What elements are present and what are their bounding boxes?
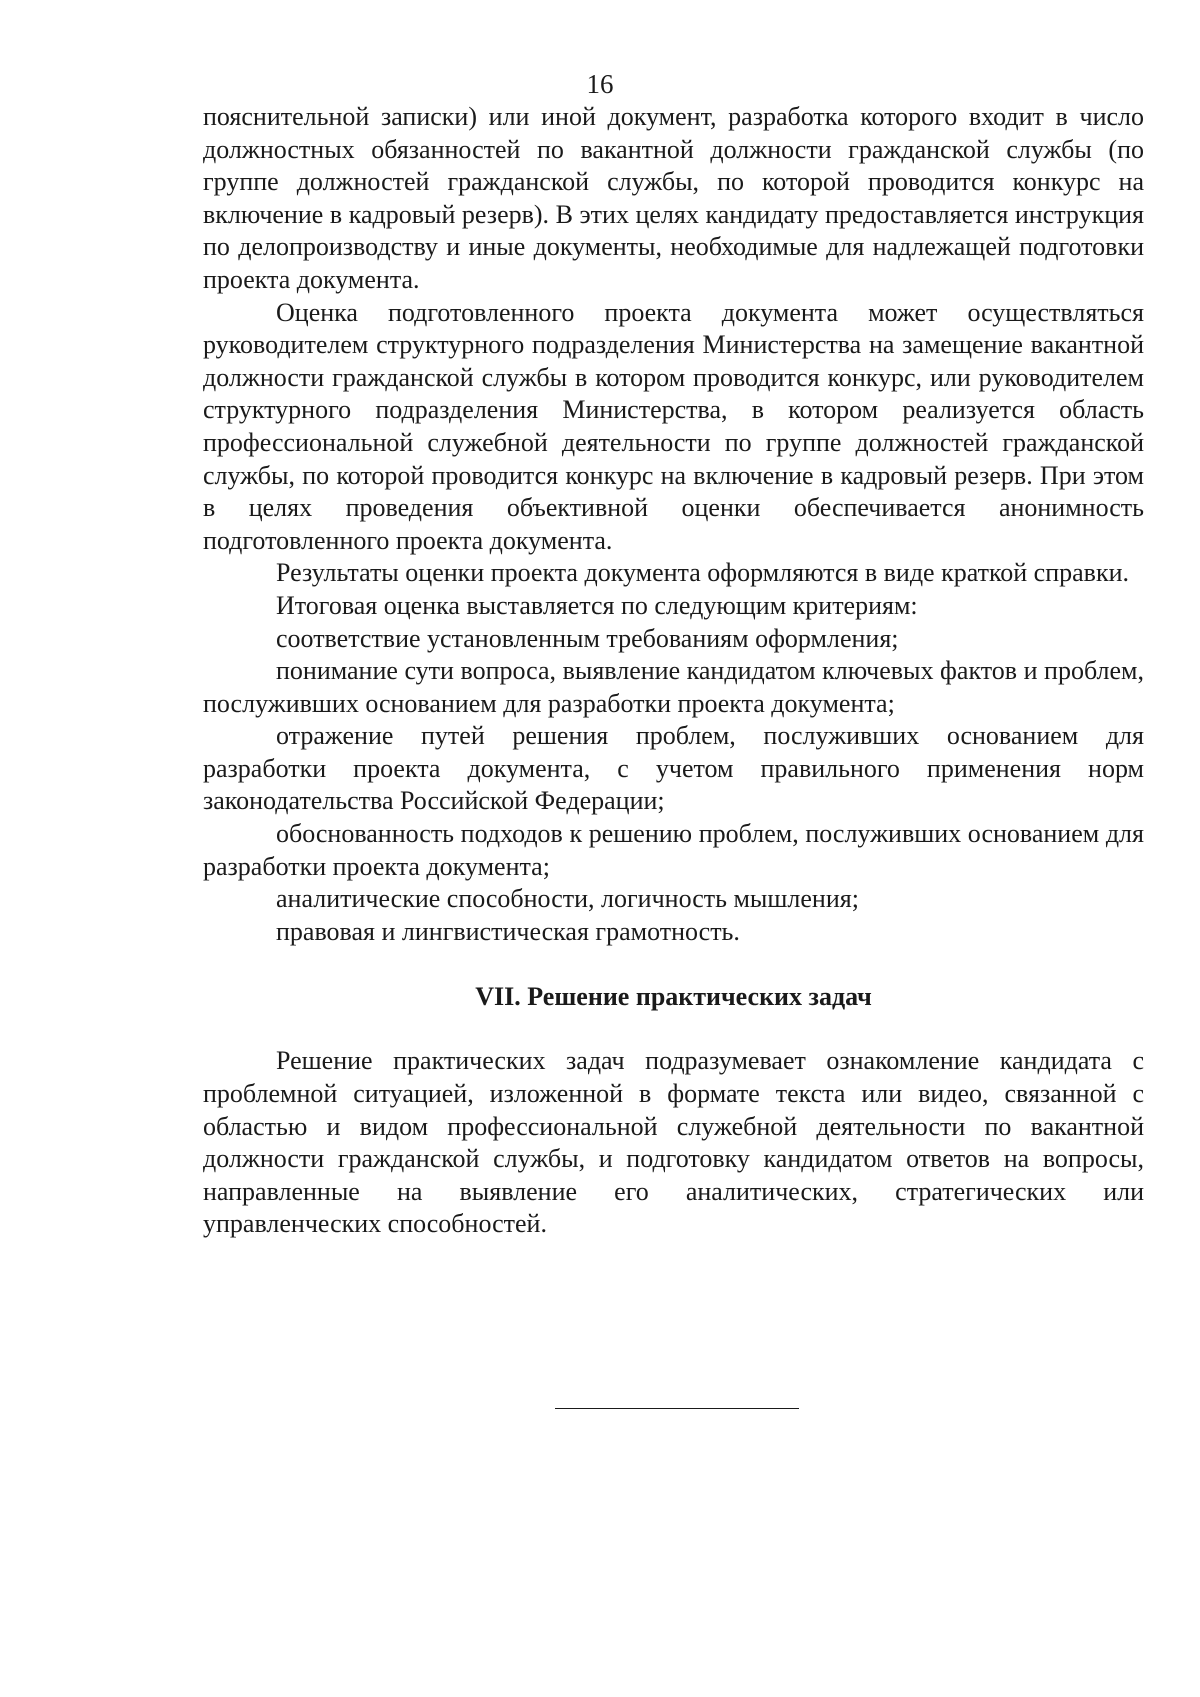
paragraph: пояснительной записки) или иной документ, разработка которого входит в число должностных обязанностей по вакантной должности гражданской службы (по группе должностей гражданской службы, по которой проводится конкурс на включение в кадровый резерв). В этих целях кандидату предоставляется инструкция по делопроизводству и иные документы, необходимые для надлежащей подготовки проекта документа. xyxy=(203,102,1144,294)
criterion-item: обоснованность подходов к решению проблем, послуживших основанием для разработки проекта документа; xyxy=(203,819,1144,881)
section-paragraph: Решение практических задач подразумевает ознакомление кандидата с проблемной ситуацией, изложенной в формате текста или видео, связанной с областью и видом профессиональной служебной деятельности по вакантной должности гражданской службы, и подготовку кандидатом ответов на вопросы, направленные на выявление его аналитических, стратегических или управленческих способностей. xyxy=(203,1046,1144,1239)
paragraph: Оценка подготовленного проекта документа может осуществляться руководителем структурного подразделения Министерства на замещение вакантной должности гражданской службы в котором проводится конкурс, или руководителем структурного подразделения Министерства, в котором реализуется область профессиональной служебной деятельности по группе должностей гражданской службы, по которой проводится конкурс на включение в кадровый резерв. При этом в целях проведения объективной оценки обеспечивается анонимность подготовленного проекта документа. xyxy=(203,297,1144,555)
end-of-document-rule xyxy=(555,1408,799,1409)
criterion-item: аналитические способности, логичность мышления; xyxy=(276,884,859,914)
page-number: 16 xyxy=(586,69,614,99)
criteria-intro: Итоговая оценка выставляется по следующим критериям: xyxy=(276,590,918,620)
criterion-item: отражение путей решения проблем, послуживших основанием для разработки проекта документа, с учетом правильного применения норм законодательства Российской Федерации; xyxy=(203,721,1144,816)
criterion-item: правовая и лингвистическая грамотность. xyxy=(276,916,740,946)
criterion-item: соответствие установленным требованиям оформления; xyxy=(276,623,899,653)
section-heading: VII. Решение практических задач xyxy=(475,982,872,1012)
criterion-item: понимание сути вопроса, выявление кандидатом ключевых фактов и проблем, послуживших основанием для разработки проекта документа; xyxy=(203,656,1144,718)
paragraph: Результаты оценки проекта документа оформляются в виде краткой справки. xyxy=(276,558,1129,588)
document-body xyxy=(203,101,1144,1241)
